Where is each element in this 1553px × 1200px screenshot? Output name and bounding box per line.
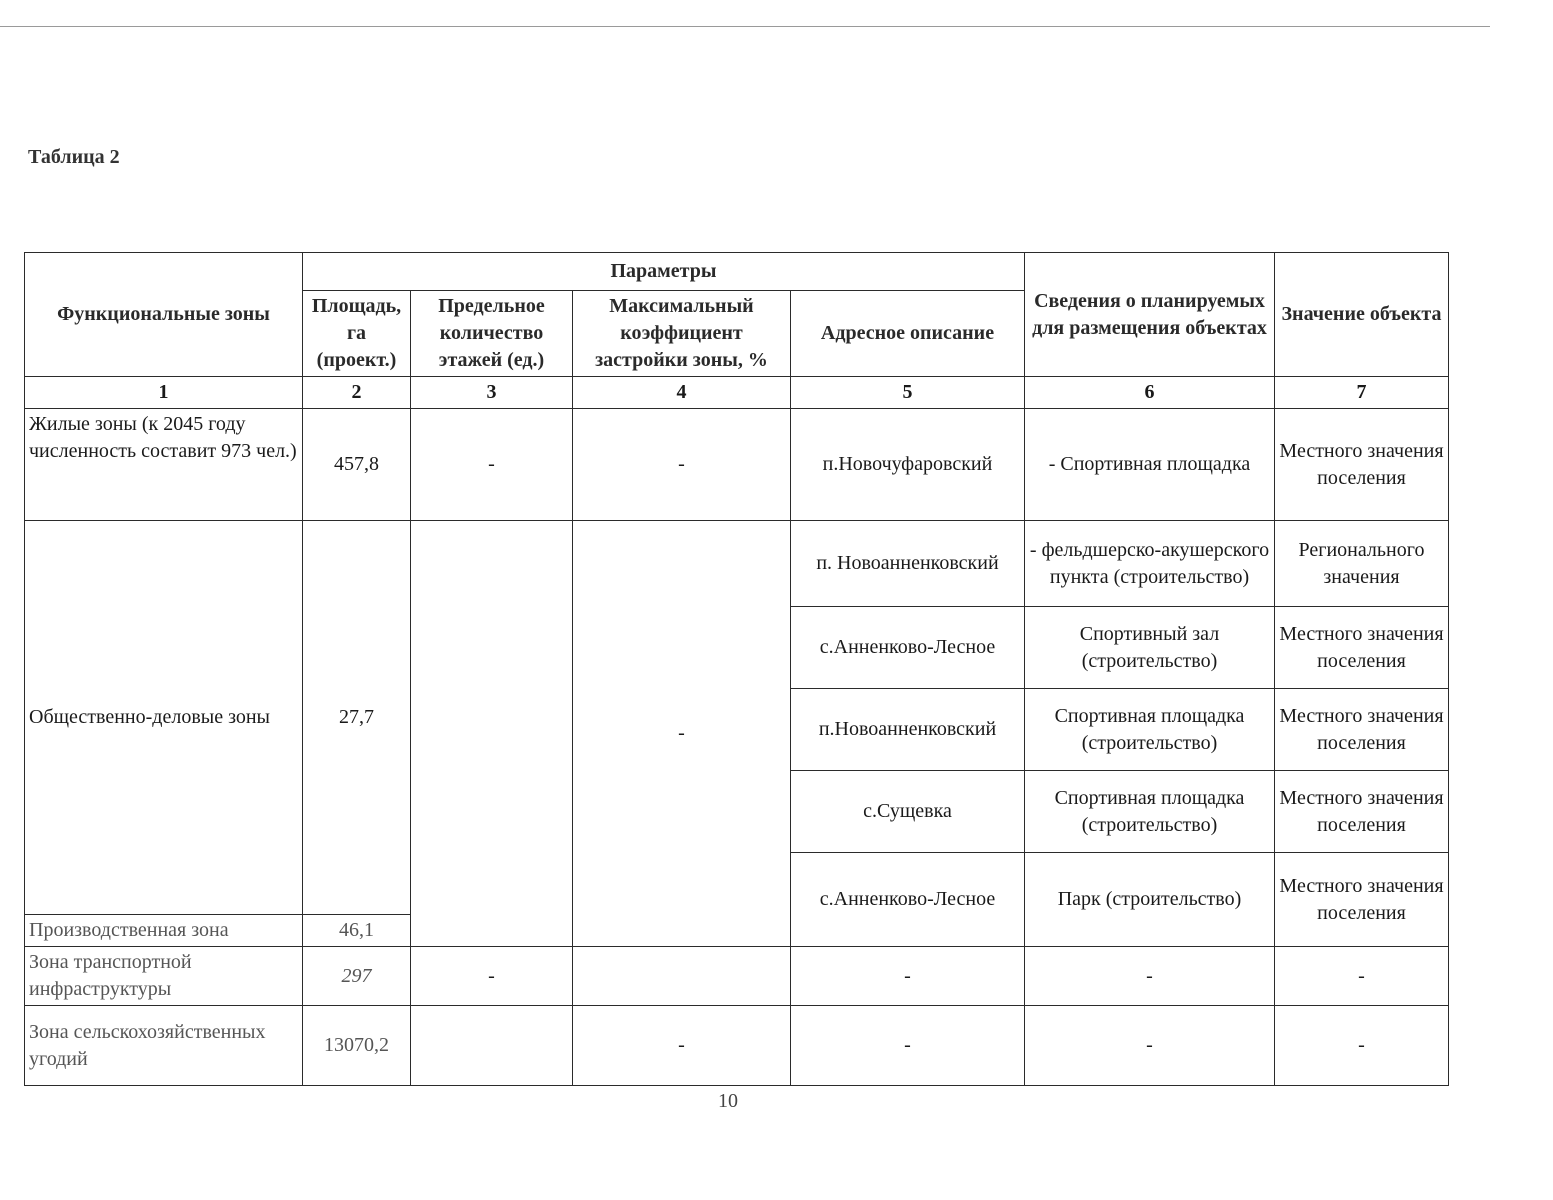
column-number: 5 xyxy=(791,377,1025,409)
column-number: 4 xyxy=(573,377,791,409)
zone-coefficient: - xyxy=(573,1006,791,1086)
planned-object: Спортивный зал (строительство) xyxy=(1025,607,1275,689)
address: с.Анненково-Лесное xyxy=(791,853,1025,947)
address: с.Сущевка xyxy=(791,771,1025,853)
address: с.Анненково-Лесное xyxy=(791,607,1025,689)
column-number: 3 xyxy=(411,377,573,409)
object-significance: Регионального значения xyxy=(1275,521,1449,607)
header-planned-objects: Сведения о планируемых для размещения объектах xyxy=(1025,253,1275,377)
zone-name: Зона сельскохозяйственных угодий xyxy=(25,1006,303,1086)
header-row-1 xyxy=(25,253,1449,291)
address: п.Новоанненковский xyxy=(791,689,1025,771)
planned-object: - xyxy=(1025,947,1275,1006)
object-significance: Местного значения поселения xyxy=(1275,771,1449,853)
planned-object: - xyxy=(1025,1006,1275,1086)
top-rule xyxy=(0,26,1490,27)
object-significance: - xyxy=(1275,1006,1449,1086)
column-number: 2 xyxy=(303,377,411,409)
header-parameters: Параметры xyxy=(303,253,1025,291)
zone-floors xyxy=(411,1006,573,1086)
zone-area: 457,8 xyxy=(303,409,411,521)
header-address: Адресное описание xyxy=(791,291,1025,377)
column-number: 6 xyxy=(1025,377,1275,409)
zone-coefficient xyxy=(573,947,791,1006)
planned-object: Спортивная площадка (строительство) xyxy=(1025,771,1275,853)
page-number: 10 xyxy=(718,1090,738,1112)
column-number: 1 xyxy=(25,377,303,409)
zone-name: Жилые зоны (к 2045 году численность составит 973 чел.) xyxy=(25,409,303,521)
header-floors: Предельное количество этажей (ед.) xyxy=(411,291,573,377)
address: - xyxy=(791,947,1025,1006)
object-significance: Местного значения поселения xyxy=(1275,689,1449,771)
header-functional-zones: Функциональные зоны xyxy=(25,253,303,377)
object-significance: Местного значения поселения xyxy=(1275,607,1449,689)
zone-coefficient: - xyxy=(573,521,791,947)
table-row-transport xyxy=(25,947,1449,1006)
planned-object: Парк (строительство) xyxy=(1025,853,1275,947)
column-numbers-row xyxy=(25,377,1449,409)
planned-object: - Спортивная площадка xyxy=(1025,409,1275,521)
zone-area: 297 xyxy=(303,947,411,1006)
address: п. Новоанненковский xyxy=(791,521,1025,607)
functional-zones-table xyxy=(24,252,1449,1086)
zone-name: Зона транспортной инфраструктуры xyxy=(25,947,303,1006)
table-row-public-1 xyxy=(25,521,1449,607)
zone-name: Общественно-деловые зоны xyxy=(25,521,303,915)
zone-area: 27,7 xyxy=(303,521,411,915)
object-significance: Местного значения поселения xyxy=(1275,853,1449,947)
zone-area: 13070,2 xyxy=(303,1006,411,1086)
zone-area: 46,1 xyxy=(303,915,411,947)
zone-floors: - xyxy=(411,947,573,1006)
column-number: 7 xyxy=(1275,377,1449,409)
zone-name: Производственная зона xyxy=(25,915,303,947)
table-row-agricultural xyxy=(25,1006,1449,1086)
address: п.Новочуфаровский xyxy=(791,409,1025,521)
table-caption: Таблица 2 xyxy=(28,146,120,168)
zone-floors: - xyxy=(411,409,573,521)
header-coefficient: Максимальный коэффициент застройки зоны, % xyxy=(573,291,791,377)
header-area: Площадь, га (проект.) xyxy=(303,291,411,377)
header-object-significance: Значение объекта xyxy=(1275,253,1449,377)
planned-object: Спортивная площадка (строительство) xyxy=(1025,689,1275,771)
zone-floors xyxy=(411,521,573,947)
object-significance: Местного значения поселения xyxy=(1275,409,1449,521)
table-row-residential xyxy=(25,409,1449,521)
planned-object: - фельдшерско-акушерского пункта (строительство) xyxy=(1025,521,1275,607)
zone-coefficient: - xyxy=(573,409,791,521)
address: - xyxy=(791,1006,1025,1086)
object-significance: - xyxy=(1275,947,1449,1006)
